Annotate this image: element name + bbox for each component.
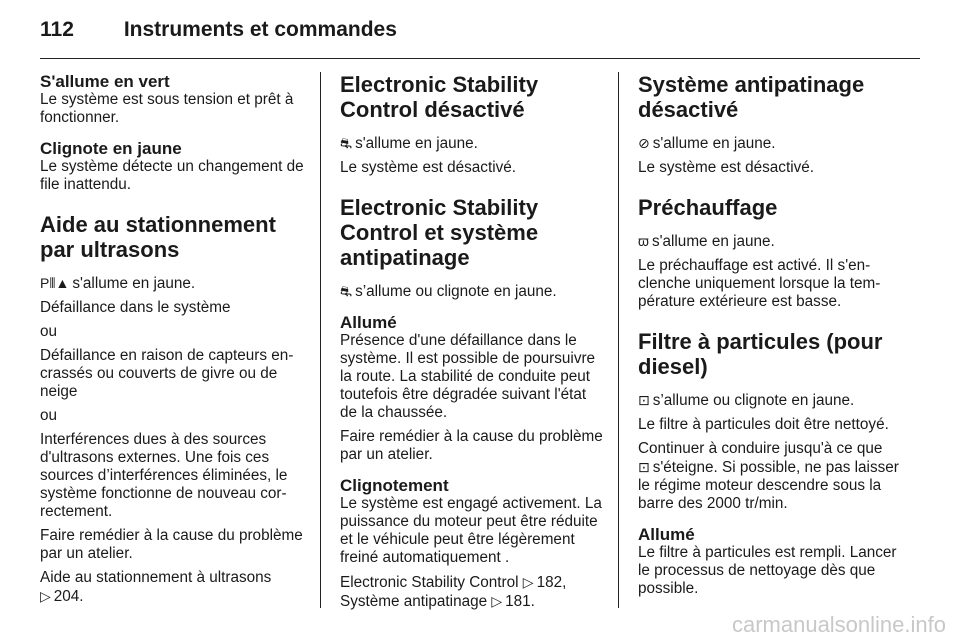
paragraph: Le système est désactivé.: [638, 159, 814, 176]
paragraph: ou: [40, 407, 58, 424]
text: s’allume ou clignote en jaune.: [652, 392, 855, 409]
section-tc-off: [638, 72, 906, 177]
cross-reference: Système antipatinage: [340, 593, 488, 610]
section-parking: [40, 212, 308, 606]
paragraph: Le système détecte un changement de file inattendu.: [40, 158, 304, 193]
paragraph: [40, 274, 308, 293]
paragraph: [638, 391, 906, 410]
paragraph: Défaillance dans le système: [40, 299, 231, 316]
paragraph: Faire remédier à la cause du problème par un atelier.: [40, 527, 303, 562]
paragraph: Le filtre à particules doit être nettoyé.: [638, 416, 889, 433]
section-heading: Aide au stationnement par ultrasons: [40, 212, 276, 262]
page-header: [40, 18, 397, 42]
subheading: S'allume en vert: [40, 72, 170, 91]
parking-sensor-icon: P⦀▲: [40, 275, 70, 291]
page-reference: 181.: [505, 593, 535, 610]
paragraph: Le système est sous tension et prêt à fonctionner.: [40, 91, 294, 126]
page-number: 112: [40, 18, 74, 41]
paragraph: Défaillance en raison de capteurs encrassés ou couverts de givre ou de neige: [40, 347, 294, 400]
section-heading: Filtre à particules (pour diesel): [638, 329, 883, 379]
paragraph: [340, 282, 605, 301]
page-reference: 204.: [53, 588, 84, 605]
text: s'allume en jaune.: [651, 233, 775, 250]
section-heading: Electronic Stability Control désactivé: [340, 72, 539, 122]
paragraph: Le filtre à particules est rempli. Lancer le processus de nettoyage dès que possible.: [638, 544, 897, 597]
page-reference: 182,: [536, 574, 567, 591]
column-divider: [320, 72, 321, 608]
particle-filter-icon: ⊡: [638, 459, 650, 475]
arrow-icon: ▷: [40, 588, 51, 604]
paragraph: Interférences dues à des sources d'ultrasons externes. Une fois ces sources d’interférences éliminées, le système fonctionne de nouveau correctement.: [40, 431, 288, 520]
text: s’allume ou clignote en jaune.: [355, 283, 557, 300]
glow-plug-icon: ϖ: [638, 233, 649, 249]
paragraph: Faire remédier à la cause du problème par un atelier.: [340, 428, 603, 463]
text: s'allume en jaune.: [355, 135, 478, 152]
paragraph: [638, 440, 906, 513]
section-preheat: [638, 195, 906, 311]
column-divider: [618, 72, 619, 608]
section-heading: Electronic Stability Control et système antipatinage: [340, 195, 539, 270]
section-green: [40, 72, 308, 127]
subsection-blink: [340, 476, 605, 611]
text: Continuer à conduire jusqu'à ce que: [638, 440, 883, 457]
paragraph: Le système est désactivé.: [340, 159, 516, 176]
paragraph: [340, 134, 605, 153]
arrow-icon: ▷: [491, 593, 503, 609]
text: s'éteigne. Si possible, ne pas laisser le régime moteur descendre sous la barre des 2000 tr/min.: [638, 459, 899, 512]
esc-icon: ⛐: [340, 283, 353, 299]
paragraph: [638, 134, 906, 153]
cross-reference: Aide au stationnement à ultrasons: [40, 569, 272, 586]
text: s'allume en jaune.: [652, 135, 776, 152]
column-1: [40, 72, 308, 612]
column-3: [638, 72, 906, 604]
particle-filter-icon: ⊡: [638, 392, 650, 408]
paragraph: [638, 232, 906, 251]
cross-reference: Electronic Stability Control: [340, 574, 519, 591]
paragraph: Le système est engagé activement. La puissance du moteur peut être réduite et le véhicule peut être légèrement freiné automatiquement .: [340, 495, 602, 566]
column-2: [340, 72, 605, 617]
header-rule: [40, 58, 920, 59]
paragraph: Le préchauffage est activé. Il s'enclenche uniquement lorsque la température extérieure est basse.: [638, 257, 881, 310]
paragraph: ou: [40, 323, 58, 340]
section-heading: Système antipatinage désactivé: [638, 72, 865, 122]
traction-off-icon: ⊘: [638, 135, 650, 151]
paragraph: [340, 573, 605, 611]
text: s'allume en jaune.: [72, 275, 196, 292]
arrow-icon: ▷: [522, 574, 534, 590]
section-dpf: [638, 329, 906, 598]
section-esc-tc: [340, 195, 605, 611]
subheading: Allumé: [638, 525, 695, 544]
section-yellow-blink: [40, 139, 308, 194]
subheading: Clignotement: [340, 476, 449, 495]
esc-off-icon: ⛐: [340, 135, 353, 151]
watermark: carmanualsonline.info: [731, 612, 946, 637]
paragraph: Présence d'une défaillance dans le système. Il est possible de poursuivre la route. La stabilité de conduite peut toutefois être dégradée suivant l'état de la chaussée.: [340, 332, 596, 421]
paragraph: [40, 569, 308, 606]
page-title: Instruments et commandes: [123, 18, 397, 41]
subheading: Clignote en jaune: [40, 139, 182, 158]
subheading: Allumé: [340, 313, 397, 332]
subsection-on: [340, 313, 605, 464]
section-heading: Préchauffage: [638, 195, 778, 220]
section-esc-off: [340, 72, 605, 177]
